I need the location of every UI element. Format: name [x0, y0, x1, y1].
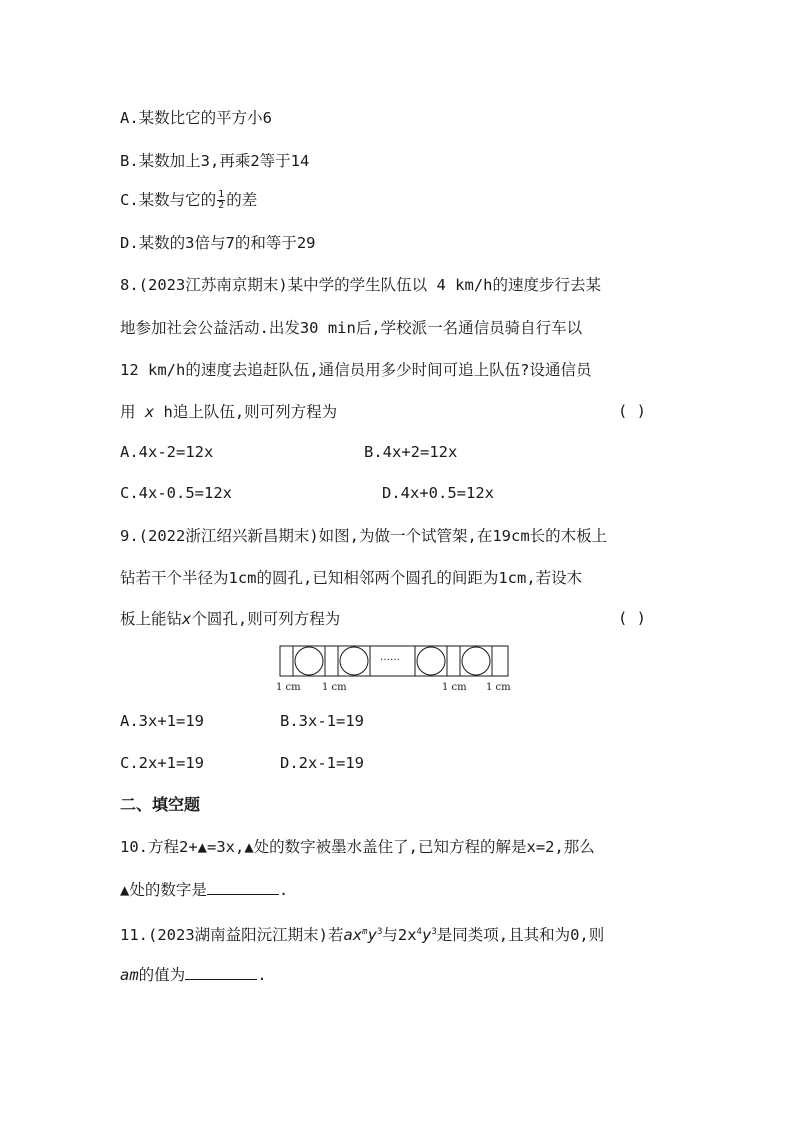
answer-blank[interactable]: [207, 880, 279, 895]
q11-prefix: 11.(2023湖南益阳沅江期末)若: [120, 926, 344, 945]
fraction-numerator: 1: [218, 189, 225, 200]
exponent-m: m: [362, 927, 368, 937]
figure-ellipsis: ……: [380, 652, 400, 663]
figure-label-1cm: 1 cm: [442, 682, 467, 693]
q9-option-b: B.3x-1=19: [280, 712, 364, 730]
q10-line-2: [120, 880, 288, 900]
q8-option-d: D.4x+0.5=12x: [382, 484, 494, 502]
q8-line-1: 8.(2023江苏南京期末)某中学的学生队伍以 4 km/h的速度步行去某: [120, 276, 601, 294]
q11-line-2-suffix: .: [257, 966, 267, 984]
fraction-one-half: [217, 190, 225, 211]
q10-line-2-suffix: .: [278, 881, 289, 899]
q9-line-3-prefix: 板上能钻: [120, 610, 183, 628]
term-y: y: [421, 926, 432, 945]
hole-circle: [462, 647, 490, 675]
variable-x: x: [182, 610, 192, 628]
q10-line-2-prefix: ▲处的数字是: [120, 881, 207, 899]
q9-line-3-suffix: 个圆孔,则可列方程为: [191, 610, 341, 628]
variable-x: x: [144, 403, 155, 421]
q9-board-figure: [270, 640, 530, 695]
answer-blank[interactable]: [185, 965, 257, 980]
q8-option-a: A.4x-2=12x: [120, 443, 214, 461]
q8-line-3: 12 km/h的速度去追赶队伍,通信员用多少时间可追上队伍?设通信员: [120, 361, 592, 379]
q9-line-3: [120, 609, 340, 629]
q8-option-b: B.4x+2=12x: [364, 443, 458, 461]
q9-option-d: D.2x-1=19: [280, 754, 364, 772]
figure-label-1cm: 1 cm: [322, 682, 347, 693]
q8-answer-paren: ( ): [618, 402, 646, 420]
q7-option-a: A.某数比它的平方小6: [120, 109, 272, 127]
q7-option-b: B.某数加上3,再乘2等于14: [120, 152, 310, 170]
q8-line-4-suffix: h追上队伍,则可列方程为: [154, 403, 338, 421]
hole-circle: [295, 647, 323, 675]
q11-suffix: 是同类项,且其和为0,则: [436, 926, 605, 945]
section-title: 二、填空题: [120, 795, 201, 814]
q9-line-2: 钻若干个半径为1cm的圆孔,已知相邻两个圆孔的间距为1cm,若设木: [120, 569, 583, 587]
hole-circle: [340, 647, 368, 675]
exponent-3: 3: [431, 927, 437, 937]
hole-circle: [417, 647, 445, 675]
q10-line-1: 10.方程2+▲=3x,▲处的数字被墨水盖住了,已知方程的解是x=2,那么: [120, 838, 595, 856]
variable-am: am: [120, 966, 139, 984]
q9-line-1: 9.(2022浙江绍兴新昌期末)如图,为做一个试管架,在19cm长的木板上: [120, 527, 608, 545]
q8-option-c: C.4x-0.5=12x: [120, 484, 232, 502]
q9-answer-paren: ( ): [618, 609, 646, 627]
q11-mid: 与: [382, 926, 398, 945]
q7-option-c: [120, 190, 257, 211]
q7-option-c-suffix: 的差: [226, 191, 258, 209]
q11-line-2: [120, 965, 267, 985]
exponent-4: 4: [416, 927, 422, 937]
q9-option-c: C.2x+1=19: [120, 754, 204, 772]
term-2x: 2x: [397, 926, 417, 945]
figure-label-1cm: 1 cm: [486, 682, 511, 693]
figure-label-1cm: 1 cm: [276, 682, 301, 693]
q7-option-c-prefix: C.某数与它的: [120, 191, 217, 209]
term-y: y: [367, 926, 377, 945]
q11-line-2-mid: 的值为: [138, 966, 186, 984]
q8-line-4-prefix: 用: [120, 403, 145, 421]
fraction-denominator: 2: [218, 200, 225, 211]
q11-line-1: [120, 922, 604, 945]
exponent-3: 3: [376, 927, 383, 937]
q9-option-a: A.3x+1=19: [120, 712, 204, 730]
q8-line-4: [120, 402, 337, 422]
term-ax: ax: [343, 926, 363, 945]
q7-option-d: D.某数的3倍与7的和等于29: [120, 234, 316, 252]
q8-line-2: 地参加社会公益活动.出发30 min后,学校派一名通信员骑自行车以: [120, 319, 583, 337]
